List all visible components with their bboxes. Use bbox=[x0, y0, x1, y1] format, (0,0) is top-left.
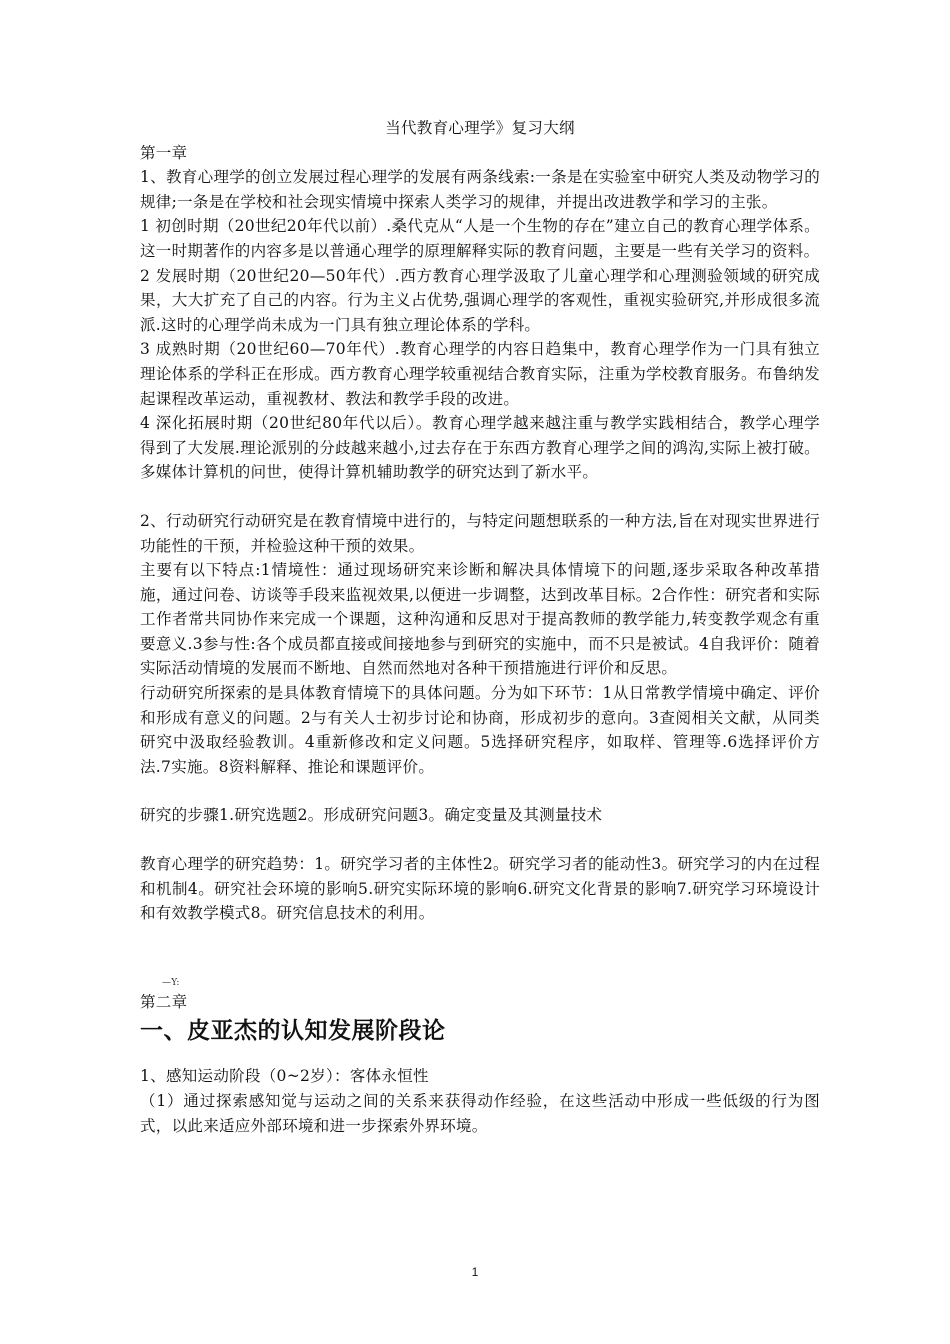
paragraph: 行动研究所探索的是具体教育情境下的具体问题。分为如下环节：1从日常教学情境中确定、评价和形成有意义的问题。2与有关人士初步讨论和协商，形成初步的意向。3查阅相关文献，从同类研究中汲取经验教训。4重新修改和定义问题。5选择研究程序，如取样、管理等.6选择评价方法.7实施。8资料解释、推论和课题评价。 bbox=[140, 684, 820, 776]
paragraph: （1）通过探索感知觉与运动之间的关系来获得动作经验，在这些活动中形成一些低级的行为图式，以此来适应外部环境和进一步探索外界环境。 bbox=[140, 1092, 820, 1135]
spacer bbox=[140, 926, 820, 976]
paragraph: 主要有以下特点:1情境性：通过现场研究来诊断和解决具体情境下的问题,逐步采取各种改革措施，通过问卷、访谈等手段来监视效果,以便进一步调整，达到改革目标。2合作性：研究者和实际工作者常共同协作来完成一个课题，这种沟通和反思对于提高教师的教学能力,转变教学观念有重要意义.3参与性:各个成员都直接或间接地参与到研究的实施中，而不只是被试。4自我评价：随着实际活动情境的发展而不断地、自然而然地对各种干预措施进行评价和反思。 bbox=[140, 561, 820, 678]
paragraph: 研究的步骤1.研究选题2。形成研究问题3。确定变量及其测量技术 bbox=[140, 806, 603, 825]
page-number: 1 bbox=[471, 1265, 479, 1279]
spacer bbox=[140, 485, 820, 509]
section-title: 一、皮亚杰的认知发展阶段论 bbox=[140, 1018, 446, 1045]
paragraph: 2 发展时期（20世纪20—50年代）.西方教育心理学汲取了儿童心理学和心理测验领域的研究成果，大大扩充了自己的内容。行为主义占优势,强调心理学的客观性，重视实验研究,并形成很多流派.这时的心理学尚未成为一门具有独立理论体系的学科。 bbox=[140, 266, 820, 334]
spacer bbox=[140, 779, 820, 803]
spacer bbox=[140, 828, 820, 852]
paragraph: 3 成熟时期（20世纪60—70年代）.教育心理学的内容日趋集中，教育心理学作为一门具有独立理论体系的学科正在形成。西方教育心理学较重视结合教育实际，注重为学校教育服务。布鲁纳发起课程改革运动，重视教材、教法和教学手段的改进。 bbox=[140, 340, 820, 408]
paragraph: 1、感知运动阶段（0~2岁）：客体永恒性 bbox=[140, 1067, 429, 1086]
paragraph: 1 初创时期（20世纪20年代以前）.桑代克从“人是一个生物的存在”建立自己的教育心理学体系。这一时期著作的内容多是以普通心理学的原理解释实际的教育问题，主要是一些有关学习的资料。 bbox=[140, 217, 820, 260]
paragraph: 4 深化拓展时期（20世纪80年代以后）。教育心理学越来越注重与教学实践相结合，教学心理学得到了大发展.理论派别的分歧越来越小,过去存在于东西方教育心理学之间的鸿沟,实际上被打破。多媒体计算机的问世，使得计算机辅助教学的研究达到了新水平。 bbox=[140, 414, 820, 482]
small-mark: —Y: bbox=[162, 977, 180, 988]
page-content bbox=[140, 116, 820, 1138]
chapter1-heading: 第一章 bbox=[140, 143, 188, 162]
chapter2-heading: 第二章 bbox=[140, 992, 188, 1011]
document-title: 当代教育心理学》复习大纲 bbox=[385, 119, 575, 137]
paragraph: 教育心理学的研究趋势：1。研究学习者的主体性2。研究学习者的能动性3。研究学习的内在过程和机制4。研究社会环境的影响5.研究实际环境的影响6.研究文化背景的影响7.研究学习环境设计和有效教学模式8。研究信息技术的利用。 bbox=[140, 855, 820, 923]
paragraph: 1、教育心理学的创立发展过程心理学的发展有两条线索:一条是在实验室中研究人类及动物学习的规律;一条是在学校和社会现实情境中探索人类学习的规律，并提出改进教学和学习的主张。 bbox=[140, 168, 820, 211]
paragraph: 2、行动研究行动研究是在教育情境中进行的，与特定问题想联系的一种方法,旨在对现实世界进行功能性的干预，并检验这种干预的效果。 bbox=[140, 511, 820, 555]
